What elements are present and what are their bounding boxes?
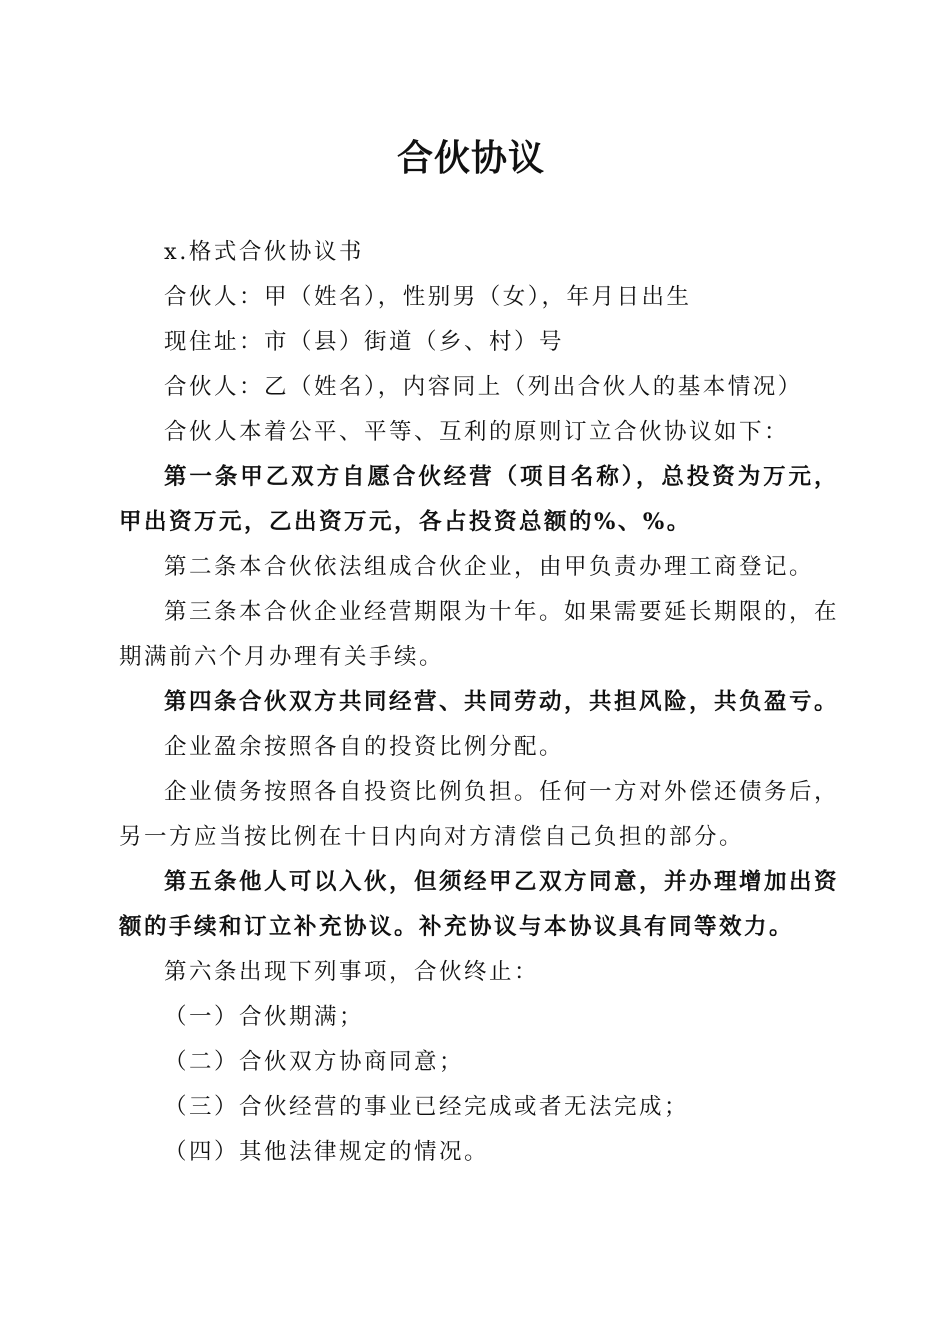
article-6-item-1: （一）合伙期满； [164, 1004, 365, 1030]
article-4-debt: 企业债务按照各自投资比例负担。任何一方对外偿还债务后，另一方应当按比例在十日内向对方清偿自己负担的部分。 [119, 779, 840, 850]
article-3: 第三条本合伙企业经营期限为十年。如果需要延长期限的，在期满前六个月办理有关手续。 [119, 599, 840, 670]
paragraph-preamble: 合伙人本着公平、平等、互利的原则订立合伙协议如下： [164, 419, 790, 445]
article-6: 第六条出现下列事项，合伙终止： [164, 959, 540, 985]
paragraph-address: 现住址：市（县）街道（乡、村）号 [164, 329, 565, 355]
paragraph-subtitle: x.格式合伙协议书 [164, 239, 364, 265]
paragraph-partner-a: 合伙人：甲（姓名），性别男（女），年月日出生 [164, 284, 692, 310]
article-5: 第五条他人可以入伙，但须经甲乙双方同意，并办理增加出资额的手续和订立补充协议。补充协议与本协议具有同等效力。 [119, 869, 840, 940]
document-title: 合伙协议 [396, 137, 545, 179]
article-1: 第一条甲乙双方自愿合伙经营（项目名称），总投资为万元，甲出资万元，乙出资万元，各占投资总额的%、%。 [119, 464, 839, 535]
article-6-item-4: （四）其他法律规定的情况。 [164, 1139, 490, 1165]
article-6-item-3: （三）合伙经营的事业已经完成或者无法完成； [164, 1094, 690, 1120]
article-4: 第四条合伙双方共同经营、共同劳动，共担风险，共负盈亏。 [164, 689, 840, 715]
article-2: 第二条本合伙依法组成合伙企业，由甲负责办理工商登记。 [164, 554, 815, 580]
article-4-profit: 企业盈余按照各自的投资比例分配。 [164, 734, 565, 760]
document-body [119, 230, 839, 1175]
paragraph-partner-b: 合伙人：乙（姓名），内容同上（列出合伙人的基本情况） [164, 374, 803, 400]
article-6-item-2: （二）合伙双方协商同意； [164, 1049, 465, 1075]
